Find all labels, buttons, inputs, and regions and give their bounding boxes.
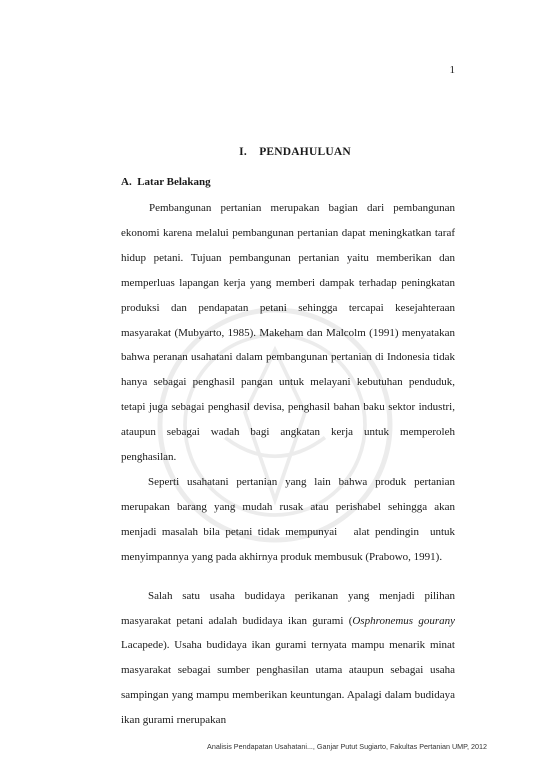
section-title: A. Latar Belakang: [121, 176, 211, 188]
paragraph-3: [121, 584, 455, 733]
paragraph-3-text-a: Salah satu usaha budidaya perikanan yang menjadi pilihan masyarakat petani adalah budidaya ikan gurami (: [121, 589, 455, 627]
chapter-title: I. PENDAHULUAN: [239, 146, 351, 158]
body-text: [121, 196, 458, 733]
paragraph-3-text-b: Lacapede). Usaha budidaya ikan gurami ternyata mampu menarik minat masyarakat sebagai sumber penghasilan utama ataupun sebagai usaha sampingan yang mampu memberikan keuntungan. Apalagi dalam budidaya ikan gurami rnerupakan: [121, 639, 455, 727]
species-name: Osphronemus gourany: [352, 614, 455, 627]
page-footer: Analisis Pendapatan Usahatani..., Ganjar Putut Sugiarto, Fakultas Pertanian UMP, 2012: [207, 742, 487, 751]
paragraph-1: Pembangunan pertanian merupakan bagian dari pembangunan ekonomi karena melalui pembangunan pertanian dapat meningkatkan taraf hidup petani. Tujuan pembangunan pertanian yaitu memberikan dan memperluas lapangan kerja yang memberi dampak terhadap peningkatan produksi dan pendapatan petani sehingga tercapai kesejahteraan masyarakat (Mubyarto, 1985). Makeham dan Malcolm (1991) menyatakan bahwa peranan usahatani dalam pembangunan pertanian di Indonesia tidak hanya sebagai penghasil pangan untuk melayani kebutuhan penduduk, tetapi juga sebagai penghasil devisa, penghasil bahan baku sektor industri, ataupun sebagai wadah bagi angkatan kerja untuk memperoleh penghasilan.: [121, 202, 455, 464]
page-number: 1: [449, 64, 455, 76]
paragraph-2: Seperti usahatani pertanian yang lain bahwa produk pertanian merupakan barang yang mudah rusak atau perishabel sehingga akan menjadi masalah bila petani tidak mempunyai alat pendingin untuk menyimpannya yang pada akhirnya produk membusuk (Prabowo, 1991).: [121, 475, 458, 563]
